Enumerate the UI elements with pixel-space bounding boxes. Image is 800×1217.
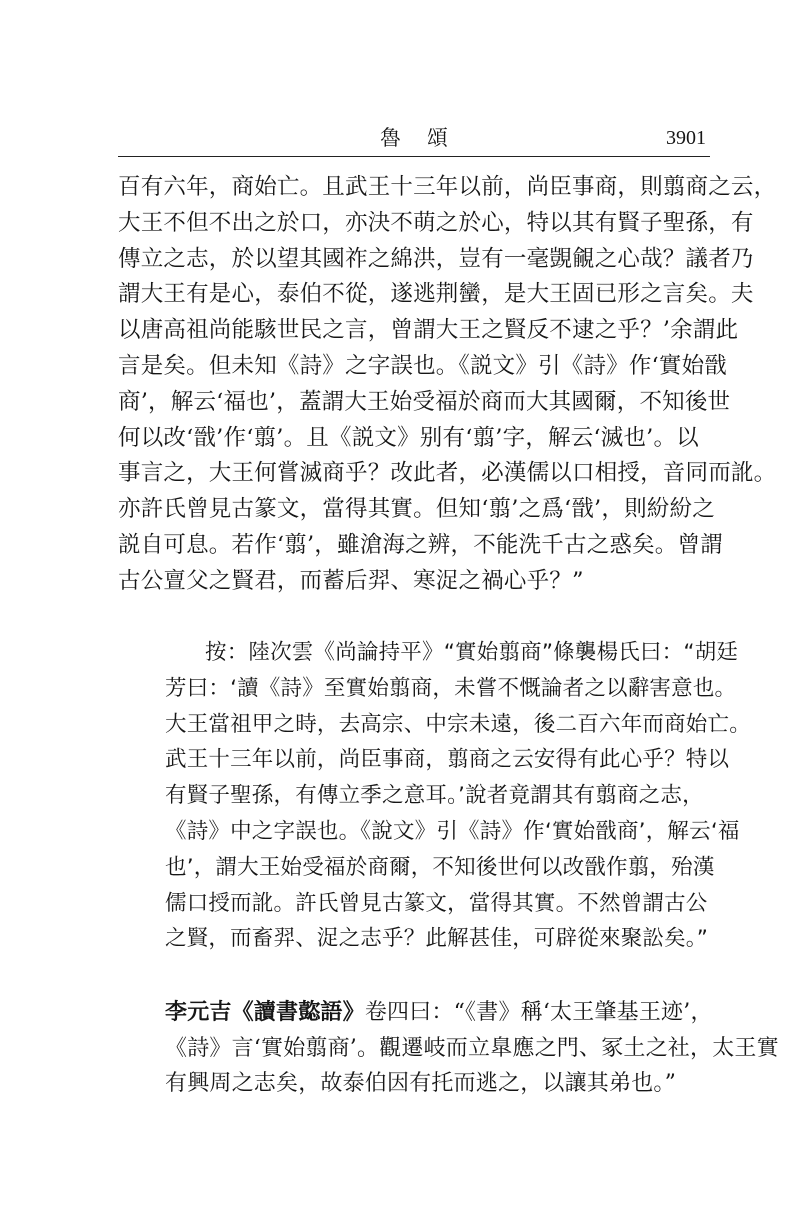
note-line: 按：陸次雲《尚論持平》“實始翦商”條襲楊氏曰：“胡廷: [205, 640, 739, 665]
text-line: 商’，解云‘福也’，蓋謂大王始受福於商而大其國爾，不知後世: [118, 388, 731, 415]
note-line: 之賢，而畜羿、浞之志乎？此解甚佳，可辟從來聚訟矣。”: [165, 926, 709, 952]
running-header: [118, 124, 710, 154]
text-line: 謂大王有是心，泰伯不從，遂逃荆蠻，是大王固已形之言矣。夫: [118, 281, 754, 308]
note-line: 也’，謂大王始受福於商爾，不知後世何以改戩作翦，殆漢: [165, 854, 715, 880]
text-line: 古公亶父之賢君，而蓄后羿、寒浞之禍心乎？”: [118, 567, 584, 594]
quotation-paragraph: [165, 995, 779, 1102]
main-text: [118, 170, 777, 600]
editorial-note: [165, 635, 751, 957]
text-line: 大王不但不出之於口，亦決不萌之於心，特以其有賢子聖孫，有: [118, 209, 754, 236]
text-line: 説自可息。若作‘翦’，雖滄海之辨，不能洗千古之惑矣。曾謂: [118, 531, 723, 558]
text-line: 何以改‘戩’作‘翦’。且《説文》别有‘翦’字，解云‘滅也’。以: [118, 424, 699, 451]
running-title: 魯頌: [380, 126, 474, 150]
cited-source: 李元吉《讀書㦤語》: [165, 1000, 365, 1025]
note-line: 儒口授而訛。許氏曾見古篆文，當得其實。不然曾謂古公: [165, 890, 708, 916]
text-line: 傳立之志，於以望其國祚之綿洪，豈有一毫覬覦之心哉？議者乃: [118, 245, 754, 272]
quotation-line: 有興周之志矣，故泰伯因有托而逃之，以讓其弟也。”: [165, 1071, 677, 1096]
quotation-line: 《詩》言‘實始翦商’。觀遷岐而立臯應之門、冢土之社，太王實: [165, 1035, 779, 1061]
note-line: 《詩》中之字誤也。《說文》引《詩》作‘實始戩商’，解云‘福: [165, 818, 740, 844]
text-line: 百有六年，商始亡。且武王十三年以前，尚臣事商，則翦商之云，: [118, 174, 777, 200]
quotation-text: 卷四曰：“《書》稱‘太王肇基王迹’，: [364, 1000, 713, 1025]
quotation-first-line: [165, 995, 725, 1031]
header-rule: [118, 156, 710, 157]
note-line: 芳曰：‘讀《詩》至實始翦商，未嘗不慨論者之以辭害意也。: [165, 675, 737, 701]
note-line: 有賢子聖孫，有傳立季之意耳。’說者竟謂其有翦商之志，: [165, 783, 704, 809]
text-line: 亦許氏曾見古篆文，當得其實。但知‘翦’之爲‘戩’，則紛紛之: [118, 496, 715, 523]
page-number: 3901: [666, 127, 706, 149]
text-line: 事言之，大王何嘗滅商乎？改此者，必漢儒以口相授，音同而訛。: [118, 460, 777, 487]
text-line: 言是矣。但未知《詩》之字誤也。《説文》引《詩》作‘實始戩: [118, 352, 728, 379]
note-line: 武王十三年以前，尚臣事商，翦商之云安得有此心乎？特以: [165, 747, 730, 773]
text-line: 以唐高祖尚能駭世民之言，曾謂大王之賢反不逮之乎？’余謂此: [118, 317, 739, 344]
note-line: 大王當祖甲之時，去高宗、中宗未遠，後二百六年而商始亡。: [165, 711, 751, 737]
